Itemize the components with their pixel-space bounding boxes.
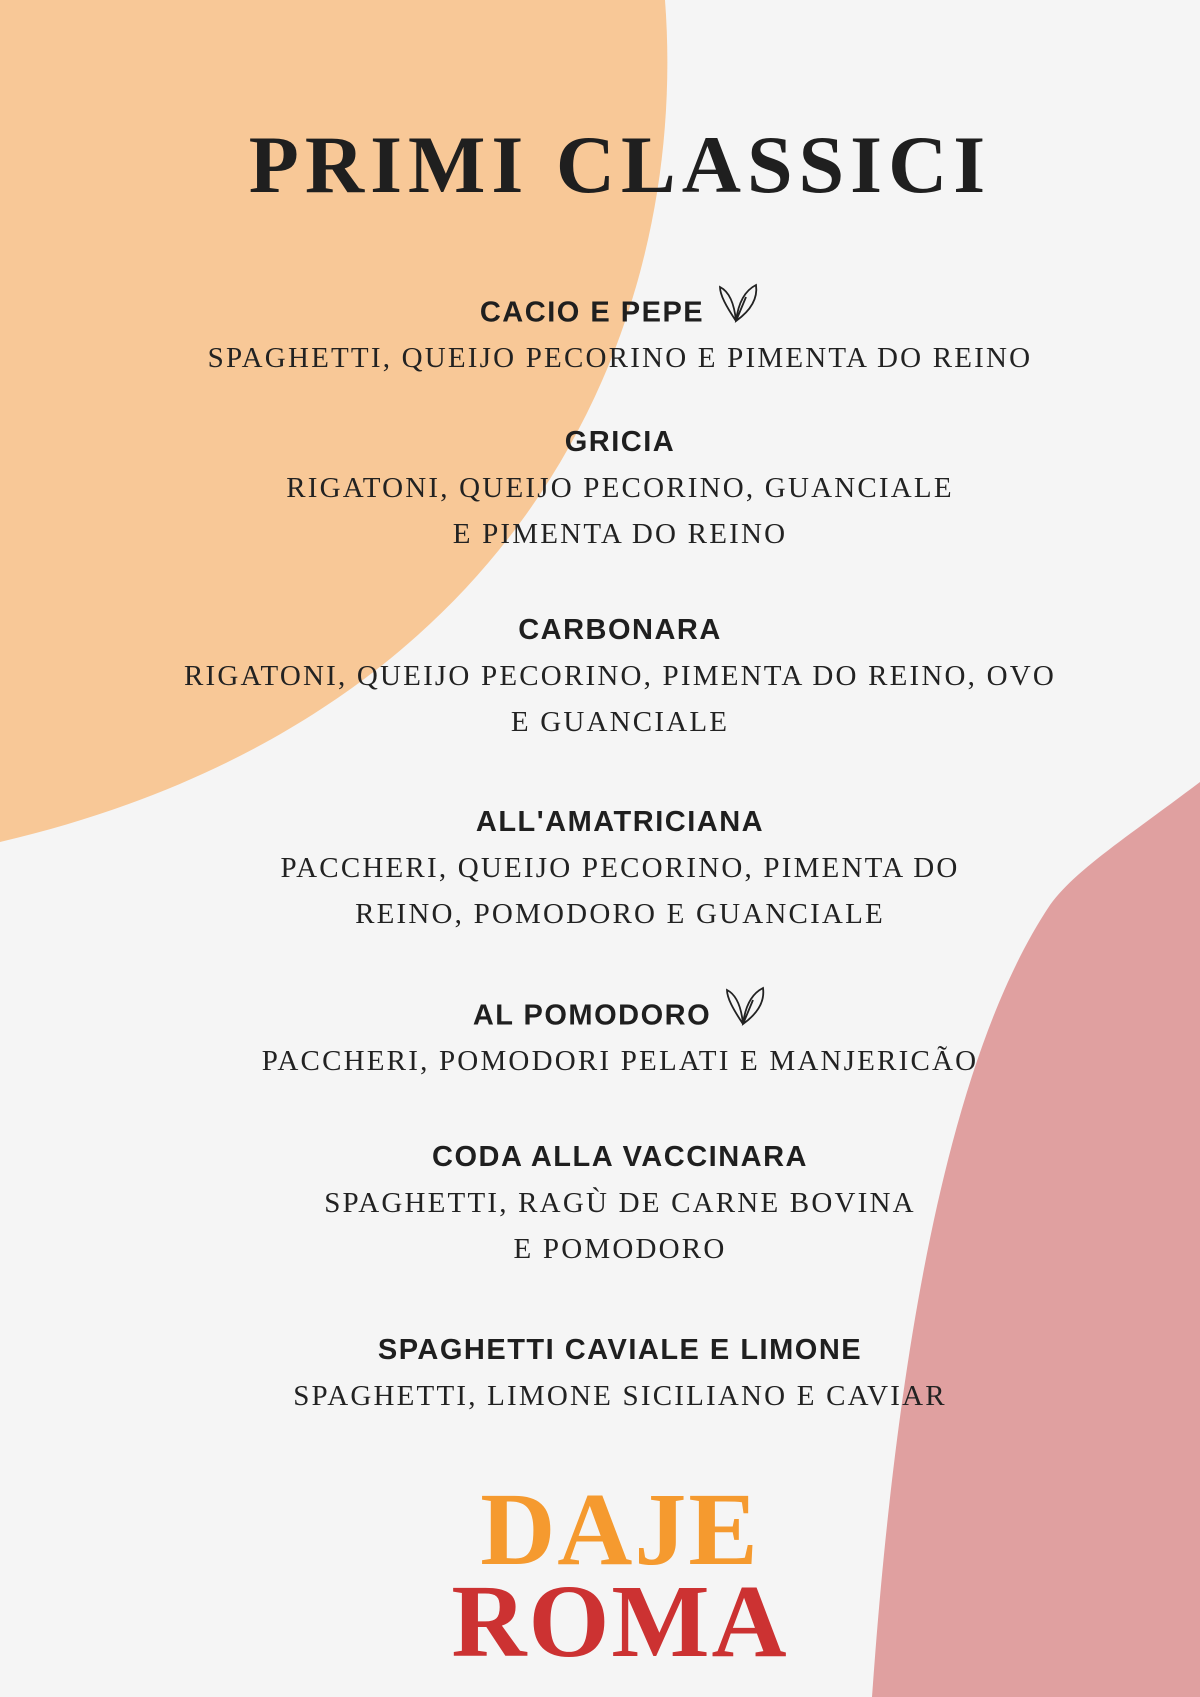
leaf-icon bbox=[716, 281, 760, 339]
dish-description: SPAGHETTI, QUEIJO PECORINO E PIMENTA DO REINO bbox=[207, 342, 1033, 374]
dish-description: SPAGHETTI, RAGÙ DE CARNE BOVINA bbox=[324, 1187, 916, 1219]
menu-item-al-pomodoro bbox=[0, 992, 1200, 1084]
dish-name: AL POMODORO bbox=[472, 999, 712, 1032]
menu-item-spaghetti-caviale bbox=[0, 1327, 1200, 1419]
page-title: PRIMI CLASSICI bbox=[248, 119, 992, 210]
dish-name: ALL'AMATRICIANA bbox=[475, 806, 765, 838]
dish-description: SPAGHETTI, LIMONE SICILIANO E CAVIAR bbox=[293, 1380, 947, 1412]
dish-name: SPAGHETTI CAVIALE E LIMONE bbox=[377, 1334, 863, 1366]
dish-description: REINO, POMODORO E GUANCIALE bbox=[355, 898, 885, 930]
logo-roma: ROMA bbox=[451, 1564, 789, 1679]
logo-daje: DAJE bbox=[480, 1472, 760, 1587]
dish-description: E GUANCIALE bbox=[510, 706, 730, 738]
dish-description: RIGATONI, QUEIJO PECORINO, GUANCIALE bbox=[286, 472, 954, 504]
leaf-icon bbox=[723, 984, 767, 1042]
dish-description: PACCHERI, QUEIJO PECORINO, PIMENTA DO bbox=[280, 852, 960, 884]
dish-description: E POMODORO bbox=[513, 1233, 727, 1265]
dish-description: E PIMENTA DO REINO bbox=[452, 518, 788, 550]
dish-description: PACCHERI, POMODORI PELATI E MANJERICÃO bbox=[261, 1045, 979, 1077]
menu-item-cacio-e-pepe bbox=[0, 289, 1200, 381]
dish-name: CARBONARA bbox=[518, 614, 722, 646]
menu-item-carbonara bbox=[0, 607, 1200, 745]
dish-description: RIGATONI, QUEIJO PECORINO, PIMENTA DO REINO, OVO bbox=[183, 660, 1057, 692]
menu-item-gricia bbox=[0, 419, 1200, 557]
menu-item-amatriciana bbox=[0, 799, 1200, 937]
dish-name: GRICIA bbox=[564, 426, 676, 458]
menu-item-coda-alla-vaccinara bbox=[0, 1134, 1200, 1272]
dish-name: CODA ALLA VACCINARA bbox=[432, 1141, 808, 1173]
dish-name: CACIO E PEPE bbox=[479, 296, 705, 329]
